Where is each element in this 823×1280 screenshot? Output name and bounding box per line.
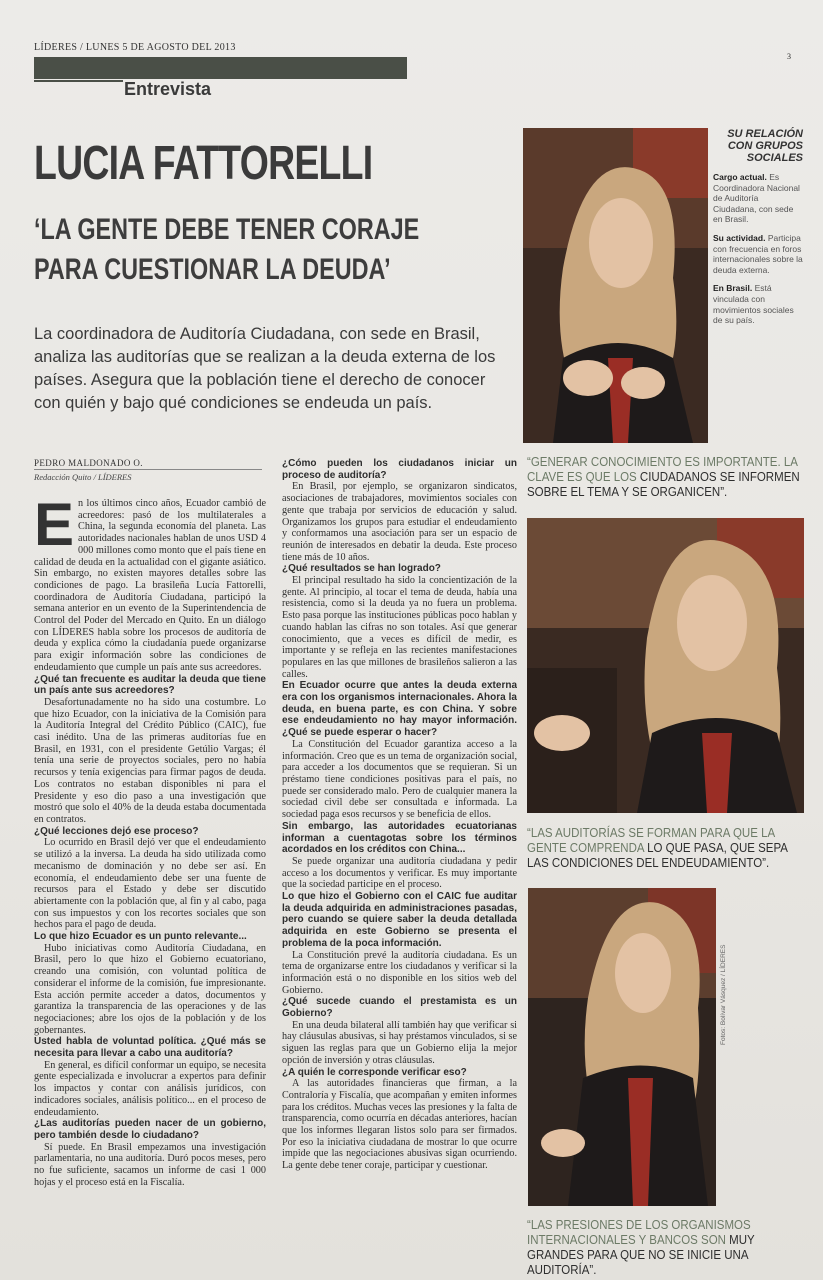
portrait-illustration-1 (523, 128, 708, 443)
section-label: Entrevista (124, 79, 212, 99)
page-number: 3 (787, 52, 791, 61)
sidebar-item-label: Su actividad. (713, 232, 766, 243)
answer: Lo ocurrido en Brasil dejó ver que el endeudamiento se utilizó a la inversa. La deuda ha sido utilizada como mecanismo de dominación y no debe ser así. En economía, el endeudamiento debe ser una fuente de recursos para el Estado y debe ser discutido abiertamente con la población que, al fin y al cabo, paga con sus impuestos y con los recortes sociales que son hechos para el pago de deuda. (34, 837, 266, 931)
answer: La Constitución del Ecuador garantiza acceso a la información. Creo que es un tema de organización social, para acceder a los documentos que se requieran. Si un préstamo tiene condiciones positivas para el país, no puede ser considerado malo. Pero de cualquier manera la sociedad civil debe ser consultada e informada. La sociedad paga esos recursos y se beneficia de ellos. (282, 738, 517, 821)
question: Sin embargo, las autoridades ecuatorianas informan a cuentagotas sobre los términos acordados en los créditos con China... (282, 820, 517, 856)
photo-credit: Fotos: Bolívar Vásquez / LÍDERES (720, 944, 727, 1045)
sidebar-item-label: En Brasil. (713, 283, 753, 294)
question: Lo que hizo Ecuador es un punto relevante... (34, 931, 247, 943)
section-rule (34, 80, 123, 82)
question: Lo que hizo el Gobierno con el CAIC fue auditar la deuda adquirida en administraciones pasadas, pero cuando se quiere saber la deuda detallada adquirida en este Gobierno se presenta el problema de la poca información. (282, 891, 517, 949)
pull-quote-2 (527, 826, 803, 871)
intro-paragraph (34, 498, 266, 674)
answer: La Constitución prevé la auditoría ciudadana. Es un tema de organizarse entre los ciudadanos y verificar si la información está o no disponible en los sitios web del Gobierno. (282, 949, 517, 996)
pull-quote-highlight: “LAS AUDITORÍAS SE FORMAN PARA QUE LA GENTE COMPRENDA (527, 826, 775, 855)
pull-quote-text: MUY GRANDES PARA QUE NO SE INICIE UNA AUDITORÍA”. (527, 1233, 755, 1277)
pull-quote-highlight: “GENERAR CONOCIMIENTO ES IMPORTANTE. LA CLAVE ES QUE LOS (527, 455, 798, 484)
headline-line-2: PARA CUESTIONAR LA DEUDA’ (34, 253, 391, 286)
question: ¿A quién le corresponde verificar eso? (282, 1066, 467, 1078)
answer: Desafortunadamente no ha sido una costumbre. Lo que hizo Ecuador, con la iniciativa de la Comisión para la Auditoría Integral del Crédito Público (CAIC), fue casi inédito. Una de las primeras auditorías fue en Brasil, en 1931, con el presidente Getúlio Vargas; él tenía una serie de proyectos sociales, pero no había recursos y tenía exigencias para firmar pagos de deuda. Los contratos no estaban disponibles ni para el Presidente y eso dio paso a una investigación que mostró que solo el 40% de la deuda estaba documentada en contratos. (34, 696, 266, 825)
sidebar-item (713, 172, 803, 225)
question: ¿Qué sucede cuando el prestamista es un Gobierno? (282, 996, 517, 1020)
sidebar-item-text: Está vinculada con movimientos sociales de su país. (713, 283, 794, 326)
headline-line-1: ‘LA GENTE DEBE TENER CORAJE (34, 213, 420, 246)
portrait-illustration-3 (528, 888, 716, 1206)
headline (34, 210, 502, 290)
sidebar-item (713, 283, 803, 325)
answer: El principal resultado ha sido la concientización de la gente. Al principio, al tocar el tema de deuda, había una resistencia, como si la deuda ya no fuera un problema. Esto pasa porque las instituciones públicas poco hablan y cuando hablan las cifras no son totales. Así que generar conocimiento, que a veces es difícil de medir, es importante y se refleja en las recientes manifestaciones populares en las que millones de brasileños salieron a las calles. (282, 575, 517, 680)
byline: PEDRO MALDONADO O. (34, 458, 262, 470)
pull-quote-text: CIUDADANOS SE INFORMEN SOBRE EL TEMA Y SE ORGANICEN”. (527, 470, 800, 499)
portrait-photo-1 (523, 128, 708, 443)
interviewee-name: LUCIA FATTORELLI (34, 137, 373, 190)
intro-text: n los últimos cinco años, Ecuador cambió de acreedores: pasó de los multilaterales a China, la segunda economía del planeta. Las autoridades nacionales hablan de unos USD 4 000 millones como monto que el país tiene en calidad de deuda en la actualidad con el gigante asiático. Sin embargo, no existen mayores detalles sobre las condiciones de pago. La brasileña Lucía Fattorelli, coordinadora de Auditoría Ciudadana, participó la semana anterior en un evento de la Superintendencia de Control del Poder del Mercado en Quito. En un diálogo con LÍDERES habla sobre los procesos de auditoría de deuda y explica cómo la ciudadanía puede organizarse para exigir información sobre las condiciones de endeudamiento que cumple un país ante sus acreedores. (34, 498, 266, 673)
answer: En Brasil, por ejemplo, se organizaron sindicatos, asociaciones de trabajadores, movimientos sociales con gente que trabaja por servicios de educación y salud. Organizamos los grupos para estudiar el endeudamiento y conformamos una asociación para ser un espacio de reunión de interesados en debatir la deuda. Este proceso tiene más de 10 años. (282, 481, 517, 563)
portrait-photo-3 (528, 888, 716, 1206)
sidebar-title: SU RELACIÓN CON GRUPOS SOCIALES (727, 128, 803, 164)
byline-desk: Redacción Quito / LÍDERES (34, 472, 132, 482)
pull-quote-highlight: “LAS PRESIONES DE LOS ORGANISMOS INTERNACIONALES Y BANCOS SON (527, 1218, 751, 1247)
answer: Hubo iniciativas como Auditoría Ciudadana, en Brasil, pero lo que hizo el Gobierno ecuatoriano, creando una comisión, con voluntad política de considerar el informe de la comisión, fue impresionante. Esta acción permite acceder a datos, documentos y garantiza la transparencia de las operaciones y de las negociaciones; abre los ojos de la población y de los gobernantes. (34, 942, 266, 1036)
sidebar-item (713, 233, 803, 275)
pull-quote-3 (527, 1218, 803, 1278)
pull-quote-1 (527, 455, 803, 500)
article-column-2 (282, 458, 517, 1270)
answer: En general, es difícil conformar un equipo, se necesita gente especializada e involucrar a expertos para definir los impactos y contar con análisis jurídicos, con indicadores sociales, análisis político... en el proceso de endeudamiento. (34, 1059, 266, 1118)
question: ¿Cómo pueden los ciudadanos iniciar un proceso de auditoría? (282, 458, 517, 481)
section-bar (34, 57, 407, 79)
answer: Sí puede. En Brasil empezamos una investigación parlamentaria, no una auditoría. Duró pocos meses, pero no fue suficiente, sacamos un informe de casi 1 000 hojas y el proceso está en la Fiscalía. (34, 1141, 266, 1188)
portrait-illustration-2 (527, 518, 804, 813)
question: En Ecuador ocurre que antes la deuda externa era con los organismos internacionales. Ahora la deuda, en buena parte, es con China. Y sobre ese endeudamiento no hay mayor información. ¿Qué se puede esperar o hacer? (282, 680, 517, 739)
question: ¿Qué lecciones dejó ese proceso? (34, 825, 199, 837)
sidebar-item-label: Cargo actual. (713, 172, 767, 182)
portrait-photo-2 (527, 518, 804, 813)
answer: Se puede organizar una auditoría ciudadana y pedir acceso a los documentos y verificar. Es muy importante que la sociedad participe en el proceso. (282, 855, 517, 891)
pull-quote-text: LO QUE PASA, QUE SEPA LAS CONDICIONES DEL ENDEUDAMIENTO”. (527, 841, 788, 870)
question: ¿Las auditorías pueden nacer de un gobierno, pero también desde lo ciudadano? (34, 1118, 266, 1141)
sidebar-item-text: Es Coordinadora Nacional de Auditoría Ciudadana, con sede en Brasil. (713, 172, 800, 225)
sidebar-item-text: Participa con frecuencia en foros internacionales sobre la deuda externa. (713, 232, 803, 275)
lead-paragraph: La coordinadora de Auditoría Ciudadana, con sede en Brasil, analiza las auditorías que se realizan a la deuda externa de los países. Asegura que la población tiene el derecho de conocer con quién y bajo qué condiciones se endeuda un país. (34, 325, 496, 412)
drop-cap: E (34, 498, 75, 558)
answer: A las autoridades financieras que firman, a la Contraloría y Fiscalía, que acompañan y emiten informes para los créditos. Muchas veces las presiones y la falta de transparencia, como ocurría en décadas anteriores, hacían que los informes llegaran listos solo para ser firmados. Por eso la iniciativa ciudadana de mostrar lo que ocurre impide que las negociaciones abusivas sigan ocurriendo. La gente debe tener coraje, participar y cuestionar. (282, 1078, 517, 1172)
sidebar-box (713, 128, 803, 334)
question: ¿Qué tan frecuente es auditar la deuda que tiene un país ante sus acreedores? (34, 673, 266, 697)
article-column-1 (34, 498, 266, 1270)
question: ¿Qué resultados se han logrado? (282, 563, 441, 575)
question: Usted habla de voluntad política. ¿Qué más se necesita para llevar a cabo una auditoría? (34, 1036, 266, 1060)
masthead: LÍDERES / LUNES 5 DE AGOSTO DEL 2013 (34, 42, 236, 53)
answer: En una deuda bilateral allí también hay que verificar si hay cláusulas abusivas, si hay préstamos vinculados, si se siguen las reglas para que un Gobierno elija la mejor opción de inversión y otras cláusulas. (282, 1019, 517, 1066)
